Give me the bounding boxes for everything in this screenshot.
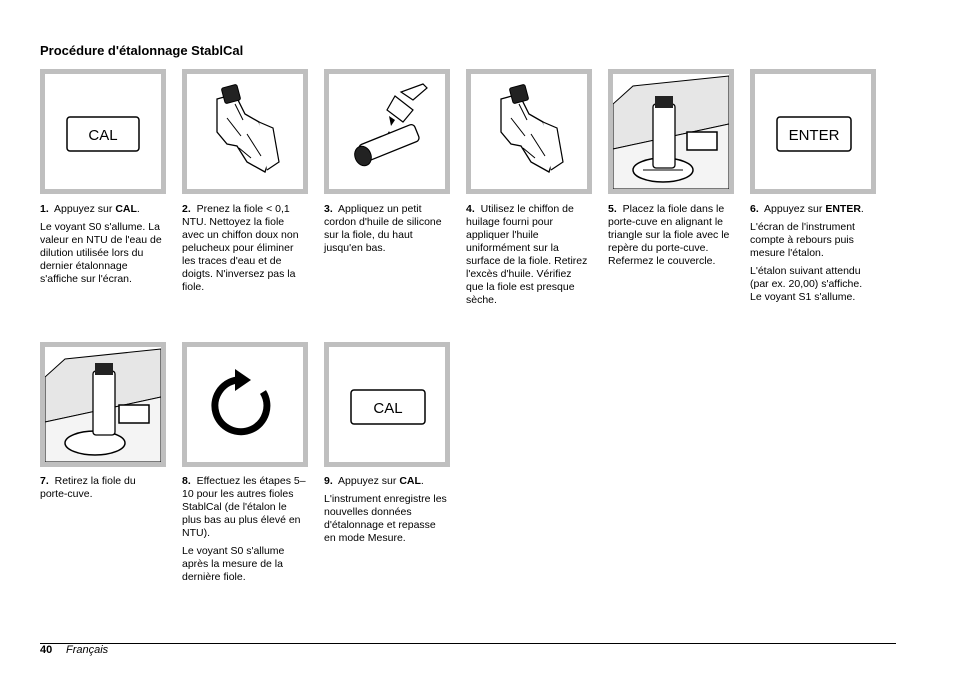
step-instruction (608, 203, 732, 268)
step-9-caption (324, 475, 448, 550)
step-instruction (324, 475, 448, 488)
step-7-image (40, 342, 166, 467)
page-number: 40 (40, 644, 53, 656)
step-instruction (182, 203, 306, 294)
step-text: Appuyez sur (338, 475, 400, 487)
step-text: Appuyez sur (764, 203, 826, 215)
step-3-caption (324, 203, 448, 260)
page-title: Procédure d'étalonnage StablCal (40, 43, 244, 58)
step-4-caption (466, 203, 590, 312)
step-key-name: CAL (115, 203, 137, 215)
remove-vial-icon (45, 347, 161, 462)
step-6-caption (750, 203, 874, 309)
step-number: 6. (750, 203, 759, 215)
footer-language: Français (66, 644, 109, 656)
cal-key-label: CAL (88, 127, 118, 144)
step-number: 8. (182, 475, 191, 487)
step-1-image (40, 69, 166, 194)
step-number: 5. (608, 203, 617, 215)
step-key-name: ENTER (825, 203, 861, 215)
step-number: 1. (40, 203, 49, 215)
step-5-caption (608, 203, 732, 273)
footer-rule (40, 643, 896, 644)
step-2-caption (182, 203, 306, 299)
step-instruction (40, 475, 164, 501)
step-key-name: CAL (399, 475, 421, 487)
step-8-caption (182, 475, 306, 589)
step-number: 9. (324, 475, 333, 487)
step-5-image (608, 69, 734, 194)
oiling-cloth-icon (471, 74, 587, 189)
step-instruction (40, 203, 164, 216)
wipe-vial-cloth-icon (187, 74, 303, 189)
step-text-end: . (860, 203, 864, 215)
step-1-caption (40, 203, 164, 291)
step-text: Utilisez le chiffon de huilage fourni pour appliquer l'huile uniformément sur la surface de la fiole. Retirez l'excès d'huile. Vérifiez que la fiole est presque sèche. (466, 203, 588, 306)
step-8-image (182, 342, 308, 467)
cal-key-label: CAL (373, 400, 403, 417)
step-note: L'écran de l'instrument compte à rebours puis mesure l'étalon. (750, 221, 855, 259)
step-note: Le voyant S0 s'allume après la mesure de la dernière fiole. (182, 545, 285, 583)
step-3-image (324, 69, 450, 194)
step-text: Placez la fiole dans le porte-cuve en alignant le triangle sur la fiole avec le repère du porte-cuve. Refermez le couvercle. (608, 203, 730, 267)
step-text: Effectuez les étapes 5–10 pour les autres fioles StablCal (de l'étalon le plus bas au plus élevé en NTU). (182, 475, 306, 539)
step-instruction (324, 203, 448, 255)
step-note: Le voyant S0 s'allume. La valeur en NTU de l'eau de dilution utilisée lors du dernier étalonnage s'affiche sur l'écran. (40, 221, 162, 285)
step-text: Prenez la fiole < 0,1 NTU. Nettoyez la fiole avec un chiffon doux non pelucheux pour éliminer les traces d'eau et de doigts. N'inversez pas la fiole. (182, 203, 299, 293)
step-number: 3. (324, 203, 333, 215)
step-number: 2. (182, 203, 191, 215)
silicone-oil-drop-icon (329, 74, 445, 189)
step-instruction (750, 203, 874, 216)
step-4-image (466, 69, 592, 194)
step-instruction (466, 203, 590, 307)
enter-key-label: ENTER (788, 127, 840, 144)
step-number: 4. (466, 203, 475, 215)
step-text: Appliquez un petit cordon d'huile de silicone sur la fiole, du haut jusqu'en bas. (324, 203, 442, 254)
step-instruction (182, 475, 306, 540)
step-7-caption (40, 475, 164, 506)
repeat-icon (187, 347, 303, 462)
place-vial-icon (613, 74, 729, 189)
step-note: L'instrument enregistre les nouvelles données d'étalonnage et repasse en mode Mesure. (324, 493, 447, 544)
step-number: 7. (40, 475, 49, 487)
step-6-image (750, 69, 876, 194)
step-note: L'étalon suivant attendu (par ex. 20,00) s'affiche. Le voyant S1 s'allume. (750, 265, 863, 303)
step-9-image (324, 342, 450, 467)
step-text: Appuyez sur (54, 203, 116, 215)
step-text-end: . (136, 203, 140, 215)
step-text: Retirez la fiole du porte-cuve. (40, 475, 136, 500)
step-text-end: . (420, 475, 424, 487)
step-2-image (182, 69, 308, 194)
